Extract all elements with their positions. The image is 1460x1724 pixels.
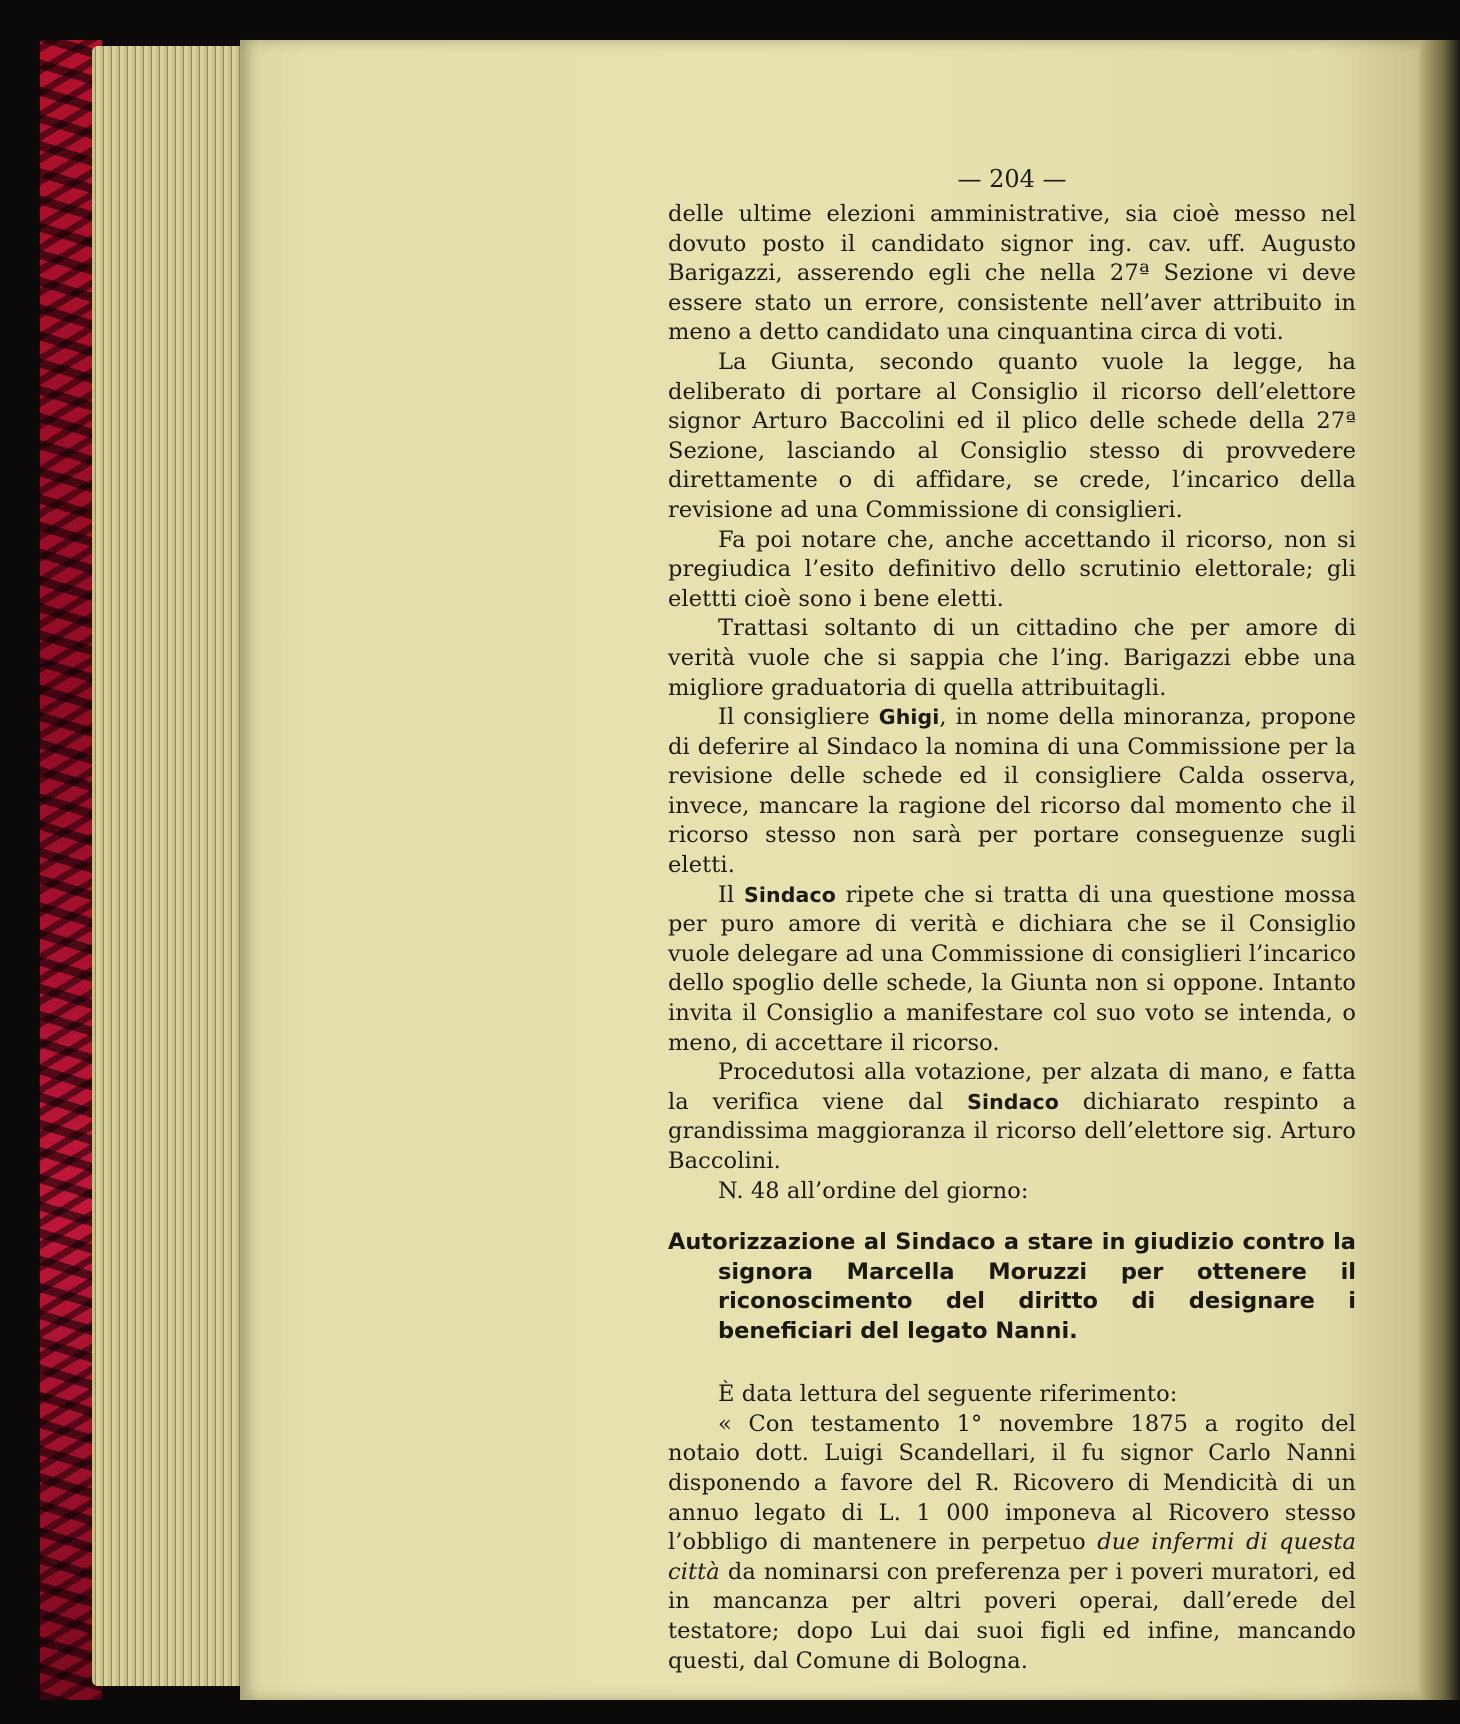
speaker-name: Ghigi [878, 705, 940, 730]
paragraph-ordine-giorno: N. 48 all’ordine del giorno: [718, 1177, 1029, 1204]
paragraph-testamento [668, 1410, 1356, 1676]
page-number: — 204 — [957, 165, 1067, 193]
paragraph-giunta: La Giunta, secondo quanto vuole la legge, ha deliberato di portare al Consiglio il ricorso dell’elettore signor Arturo Baccolini ed il plico delle schede della 27ª Sezione, lasciando al Consiglio stesso di provvedere direttamente o di affidare, se crede, l’incarico della revisione ad una Commissione di consiglieri. [668, 348, 1356, 523]
speaker-name: Sindaco [967, 1089, 1059, 1114]
page-stack-edge [92, 46, 252, 1686]
text-before: Procedutosi alla votazione, per alzata di mano, e fatta la verifica viene dal [668, 1059, 1356, 1115]
paragraph-notare: Fa poi notare che, anche accettando il ricorso, non si pregiudica l’esito definitivo dello scrutinio elettorale; gli elettti cioè sono i bene eletti. [668, 526, 1356, 612]
paragraph-trattasi: Trattasi soltanto di un cittadino che per amore di verità vuole che si sappia che l’ing. Barigazzi ebbe una migliore graduatoria di quella attribuitagli. [668, 615, 1356, 701]
gutter-shadow [1420, 40, 1460, 1700]
paragraph-votazione [668, 1058, 1356, 1176]
text-before: Il consigliere [718, 704, 870, 731]
section-heading: Autorizzazione al Sindaco a stare in giudizio contro la signora Marcella Moruzzi per ottenere il riconoscimento del diritto di designare i beneficiari del legato Nanni. [668, 1229, 1356, 1344]
text-before: Il [718, 881, 735, 908]
text-before: « Con testamento 1° novembre 1875 a rogito del notaio dott. Luigi Scandellari, il fu signor Carlo Nanni disponendo a favore del R. Ricovero di Mendicità di un annuo legato di L. 1 000 imponeva al Ricovero stesso l’obbligo di mantenere in perpetuo [668, 1410, 1356, 1556]
text-column [668, 162, 1356, 1676]
text-after: , in nome della minoranza, propone di deferire al Sindaco la nomina di una Commissione per la revisione delle schede ed il consigliere Calda osserva, invece, mancare la ragione del ricorso dal momento che il ricorso stesso non sarà per portare conseguenze sugli eletti. [668, 704, 1356, 879]
paragraph-ghigi [668, 703, 1356, 881]
text-after: dichiarato respinto a grandissima maggioranza il ricorso dell’elettore sig. Arturo Baccolini. [668, 1088, 1356, 1174]
text-after: da nominarsi con preferenza per i poveri muratori, ed in mancanza per altri poveri operai, dall’erede del testatore; dopo Lui dai suoi figli ed infine, mancando questi, dal Comune di Bologna. [668, 1558, 1356, 1674]
emphasis-text: due infermi di questa città [668, 1529, 1356, 1585]
speaker-name: Sindaco [744, 882, 836, 907]
paragraph-sindaco [668, 881, 1356, 1059]
paragraph-lettura: È data lettura del seguente riferimento: [718, 1381, 1178, 1408]
paragraph-continuation: delle ultime elezioni amministrative, sia cioè messo nel dovuto posto il candidato signor ing. cav. uff. Augusto Barigazzi, asserendo egli che nella 27ª Sezione vi deve essere stato un errore, consistente nell’aver attribuito in meno a detto candidato una cinquantina circa di voti. [668, 201, 1356, 346]
text-after: ripete che si tratta di una questione mossa per puro amore di verità e dichiara che se il Consiglio vuole delegare ad una Commissione di consiglieri l’incarico dello spoglio delle schede, la Giunta non si oppone. Intanto invita il Consiglio a manifestare col suo voto se intenda, o meno, di accettare il ricorso. [668, 881, 1356, 1056]
